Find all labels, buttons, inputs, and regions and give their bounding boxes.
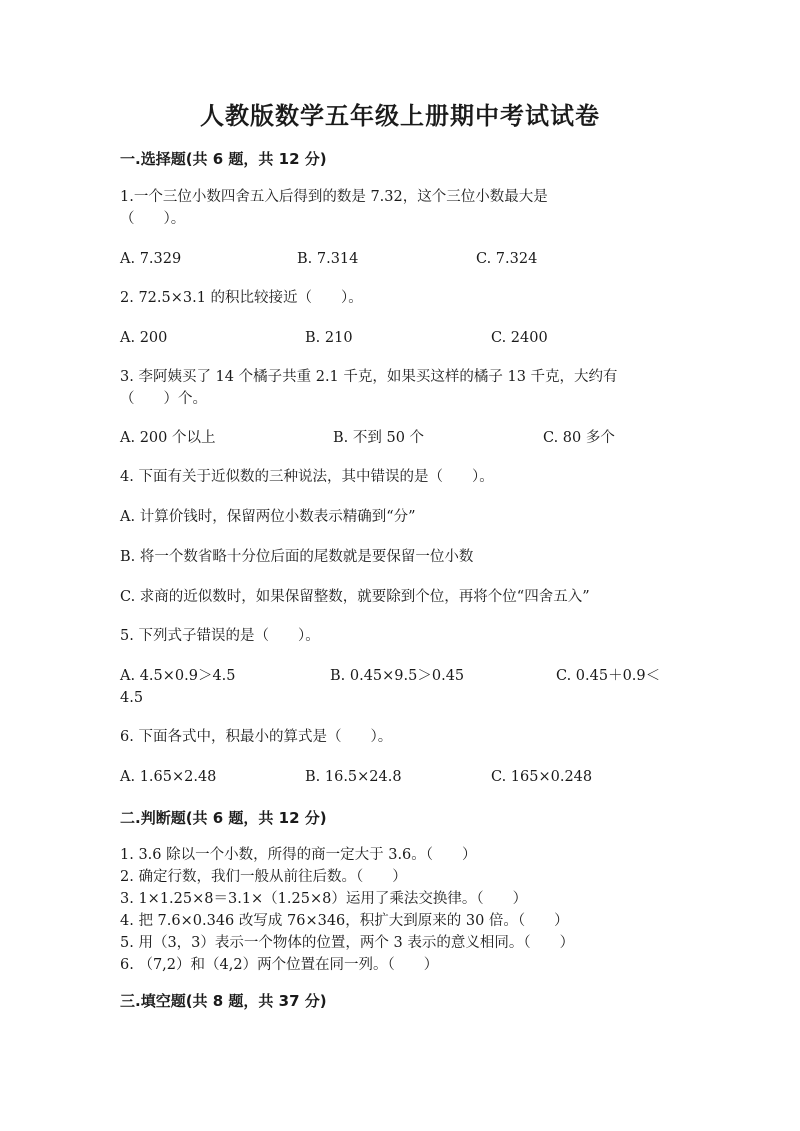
question-3-stem-line1: 3. 李阿姨买了 14 个橘子共重 2.1 千克，如果买这样的橘子 13 千克，大约有 xyxy=(120,369,618,385)
question-2-option-b: B. 210 xyxy=(305,330,353,346)
question-1-option-a: A. 7.329 xyxy=(120,251,182,267)
question-3-option-a: A. 200 个以上 xyxy=(120,430,216,446)
question-1 xyxy=(120,186,680,230)
question-3-stem-line2: （ ）个。 xyxy=(120,391,207,407)
page-title: 人教版数学五年级上册期中考试试卷 xyxy=(200,101,600,130)
question-2-option-a: A. 200 xyxy=(120,330,168,346)
tf-item-2: 2. 确定行数，我们一般从前往后数。（ ） xyxy=(120,869,407,885)
question-5-option-c: C. 0.45＋0.9＜ xyxy=(556,668,661,684)
section-heading-true-false: 二.判断题(共 6 题，共 12 分) xyxy=(120,809,327,827)
question-4-option-a: A. 计算价钱时，保留两位小数表示精确到“分” xyxy=(120,509,416,525)
tf-item-3: 3. 1×1.25×8＝3.1×（1.25×8）运用了乘法交换律。（ ） xyxy=(120,891,528,907)
tf-item-6: 6. （7,2）和（4,2）两个位置在同一列。（ ） xyxy=(120,957,439,973)
question-5-option-a: A. 4.5×0.9＞4.5 xyxy=(120,668,236,684)
question-5-option-c-wrap: 4.5 xyxy=(120,690,144,706)
question-6-option-c: C. 165×0.248 xyxy=(491,769,593,785)
question-5-option-b: B. 0.45×9.5＞0.45 xyxy=(330,668,465,684)
question-6-stem: 6. 下面各式中，积最小的算式是（ ）。 xyxy=(120,729,393,745)
question-4-option-c: C. 求商的近似数时，如果保留整数，就要除到个位，再将个位“四舍五入” xyxy=(120,589,590,605)
question-4-option-b: B. 将一个数省略十分位后面的尾数就是要保留一位小数 xyxy=(120,549,474,565)
question-1-stem-line2: （ ）。 xyxy=(120,211,186,227)
question-1-stem-line1: 1.一个三位小数四舍五入后得到的数是 7.32，这个三位小数最大是 xyxy=(120,189,548,205)
question-2-option-c: C. 2400 xyxy=(491,330,548,346)
tf-item-4: 4. 把 7.6×0.346 改写成 76×346，积扩大到原来的 30 倍。（ ） xyxy=(120,913,569,929)
question-1-option-c: C. 7.324 xyxy=(476,251,538,267)
question-1-option-b: B. 7.314 xyxy=(297,251,359,267)
question-3 xyxy=(120,366,680,410)
tf-item-5: 5. 用（3，3）表示一个物体的位置，两个 3 表示的意义相同。（ ） xyxy=(120,935,575,951)
question-4-stem: 4. 下面有关于近似数的三种说法，其中错误的是（ ）。 xyxy=(120,469,494,485)
section-heading-choice: 一.选择题(共 6 题，共 12 分) xyxy=(120,150,327,168)
question-6-option-a: A. 1.65×2.48 xyxy=(120,769,217,785)
tf-item-1: 1. 3.6 除以一个小数，所得的商一定大于 3.6。（ ） xyxy=(120,847,477,863)
question-6-option-b: B. 16.5×24.8 xyxy=(305,769,402,785)
question-3-option-c: C. 80 多个 xyxy=(543,430,615,446)
question-5-stem: 5. 下列式子错误的是（ ）。 xyxy=(120,628,320,644)
question-2-stem: 2. 72.5×3.1 的积比较接近（ ）。 xyxy=(120,290,363,306)
question-3-option-b: B. 不到 50 个 xyxy=(333,430,425,446)
section-heading-fill-in: 三.填空题(共 8 题，共 37 分) xyxy=(120,992,327,1010)
